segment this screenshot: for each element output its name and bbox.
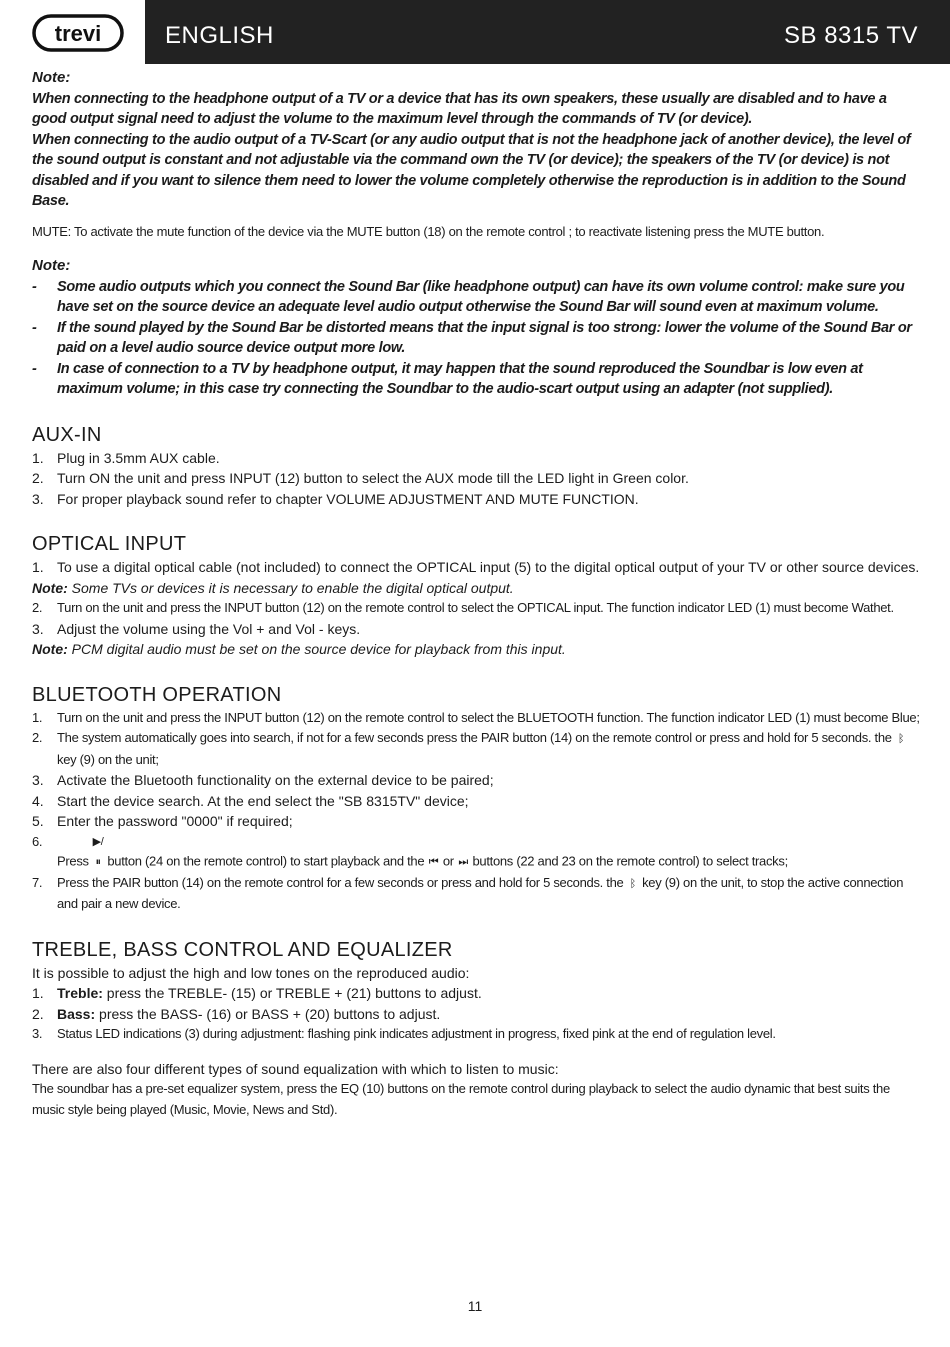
list-item: 3. For proper playback sound refer to chapter VOLUME ADJUSTMENT AND MUTE FUNCTION. bbox=[32, 490, 639, 507]
section-heading: OPTICAL INPUT bbox=[32, 533, 187, 555]
bluetooth-icon: ᛒ bbox=[897, 733, 905, 745]
note-list-item: - Some audio outputs which you connect the Sound Bar (like headphone output) can have its own volume control: make sure you have set on the source device an adequate level audio output otherwise the Sound Bar will sound even at maximum volume. bbox=[32, 278, 905, 315]
note-title: Note: bbox=[32, 69, 71, 86]
section-intro: It is possible to adjust the high and low tones on the reproduced audio: bbox=[32, 964, 470, 981]
language-label: ENGLISH bbox=[165, 22, 274, 49]
note-block-1 bbox=[32, 68, 920, 212]
note-paragraph: When connecting to the headphone output of a TV or a device that has its own speakers, these usually are disabled and to have a good output signal need to adjust the volume to the maximum level through the commands of TV (or device). bbox=[32, 90, 887, 127]
page-number: 11 bbox=[467, 1298, 483, 1314]
list-item: 1. To use a digital optical cable (not included) to connect the OPTICAL input (5) to the digital optical output of your TV or other source devices. bbox=[32, 559, 920, 575]
optical-input-section bbox=[32, 531, 920, 660]
list-item: 1. Turn on the unit and press the INPUT button (12) on the remote control to select the BLUETOOTH function. The function indicator LED (1) must become Blue; bbox=[32, 709, 920, 725]
aux-in-section bbox=[32, 422, 920, 510]
list-item: 2. Turn on the unit and press the INPUT button (12) on the remote control to select the OPTICAL input. The function indicator LED (1) must become Wathet. bbox=[32, 600, 894, 615]
note-list-item: - In case of connection to a TV by headphone output, it may happen that the sound reproduced the Soundbar is low even at maximum volume; in this case try connecting the Soundbar to the audio-scart output using an adapter (not supplied). bbox=[32, 360, 863, 397]
bluetooth-icon: ᛒ bbox=[629, 877, 636, 890]
section-heading: BLUETOOTH OPERATION bbox=[32, 683, 282, 706]
note-list bbox=[32, 277, 920, 400]
list-item: 4. Start the device search. At the end select the "SB 8315TV" device; bbox=[32, 792, 469, 809]
mute-instructions: MUTE: To activate the mute function of the device via the MUTE button (18) on the remote control ; to reactivate listening press the MUTE button. bbox=[32, 223, 825, 239]
header-bar bbox=[145, 0, 950, 64]
note-paragraph: When connecting to the audio output of a TV-Scart (or any audio output that is not the headphone jack of another device), the level of the sound output is constant and not adjustable via the command own the TV (or device); the speakers of the TV (or device) is not disabled and if you want to silence them need to lower the volume completely otherwise the reproduction is in addition to the Sound Base. bbox=[32, 131, 911, 209]
list-item: 2. The system automatically goes into search, if not for a few seconds press the PAIR button (14) on the remote control or press and hold for 5 seconds. the ᛒkey (9) on the unit; bbox=[32, 728, 920, 770]
list-item: 5. Enter the password "0000" if required; bbox=[32, 813, 293, 829]
eq-paragraph: There are also four different types of sound equalization with which to listen to music: bbox=[32, 1060, 559, 1077]
section-heading: AUX-IN bbox=[32, 423, 102, 446]
note-title: Note: bbox=[32, 257, 71, 274]
model-label: SB 8315 TV bbox=[784, 22, 918, 49]
list-item: 7. Press the PAIR button (14) on the remote control for a few seconds or press and hold for 5 seconds. the ᛒ key (9) on the unit, to stop the active connection and pair a new device. bbox=[32, 874, 904, 911]
list-item: 3. Status LED indications (3) during adjustment: flashing pink indicates adjustment in progress, fixed pink at the end of regulation level. bbox=[32, 1026, 776, 1041]
list-item: 6. Press ▶/⏸ button (24 on the remote control) to start playback and the ⏮ or ⏭ buttons (22 and 23 on the remote control) to select tracks; bbox=[32, 832, 920, 873]
trevi-logo bbox=[32, 14, 124, 52]
list-item: 3. Activate the Bluetooth functionality on the external device to be paired; bbox=[32, 772, 494, 788]
logo-area bbox=[0, 0, 145, 64]
bluetooth-section bbox=[32, 682, 920, 915]
optical-note: Note: PCM digital audio must be set on the source device for playback from this input. bbox=[32, 641, 566, 657]
note-block-2 bbox=[32, 256, 920, 400]
note-list-item: - If the sound played by the Sound Bar be distorted means that the input signal is too strong: lower the volume of the Sound Bar or paid on a level audio source device output more low. bbox=[32, 319, 912, 356]
logo-text: trevi bbox=[54, 21, 102, 46]
treble-bass-eq-section bbox=[32, 937, 920, 1121]
aux-steps bbox=[32, 448, 920, 510]
list-item: 2. Turn ON the unit and press INPUT (12) button to select the AUX mode till the LED light in Green color. bbox=[32, 470, 689, 486]
optical-note: Note: Some TVs or devices it is necessary to enable the digital optical output. bbox=[32, 579, 514, 596]
list-item: 1. Plug in 3.5mm AUX cable. bbox=[32, 449, 220, 466]
manual-content bbox=[32, 68, 920, 1120]
page-header bbox=[0, 0, 950, 64]
play-pause-icon: ▶/⏸ bbox=[92, 835, 104, 868]
list-item: 1. Treble: press the TREBLE- (15) or TREBLE + (21) buttons to adjust. bbox=[32, 985, 482, 1001]
list-item: 3. Adjust the volume using the Vol + and Vol - keys. bbox=[32, 620, 361, 637]
section-heading: TREBLE, BASS CONTROL AND EQUALIZER bbox=[32, 938, 453, 961]
next-track-icon: ⏭ bbox=[458, 856, 468, 868]
eq-paragraph: The soundbar has a pre-set equalizer system, press the EQ (10) buttons on the remote control during playback to select the audio dynamic that best suits the music style being played (Music, Movie, News and Std). bbox=[32, 1081, 890, 1117]
list-item: 2. Bass: press the BASS- (16) or BASS + (20) buttons to adjust. bbox=[32, 1005, 441, 1022]
previous-track-icon: ⏮ bbox=[428, 856, 439, 868]
